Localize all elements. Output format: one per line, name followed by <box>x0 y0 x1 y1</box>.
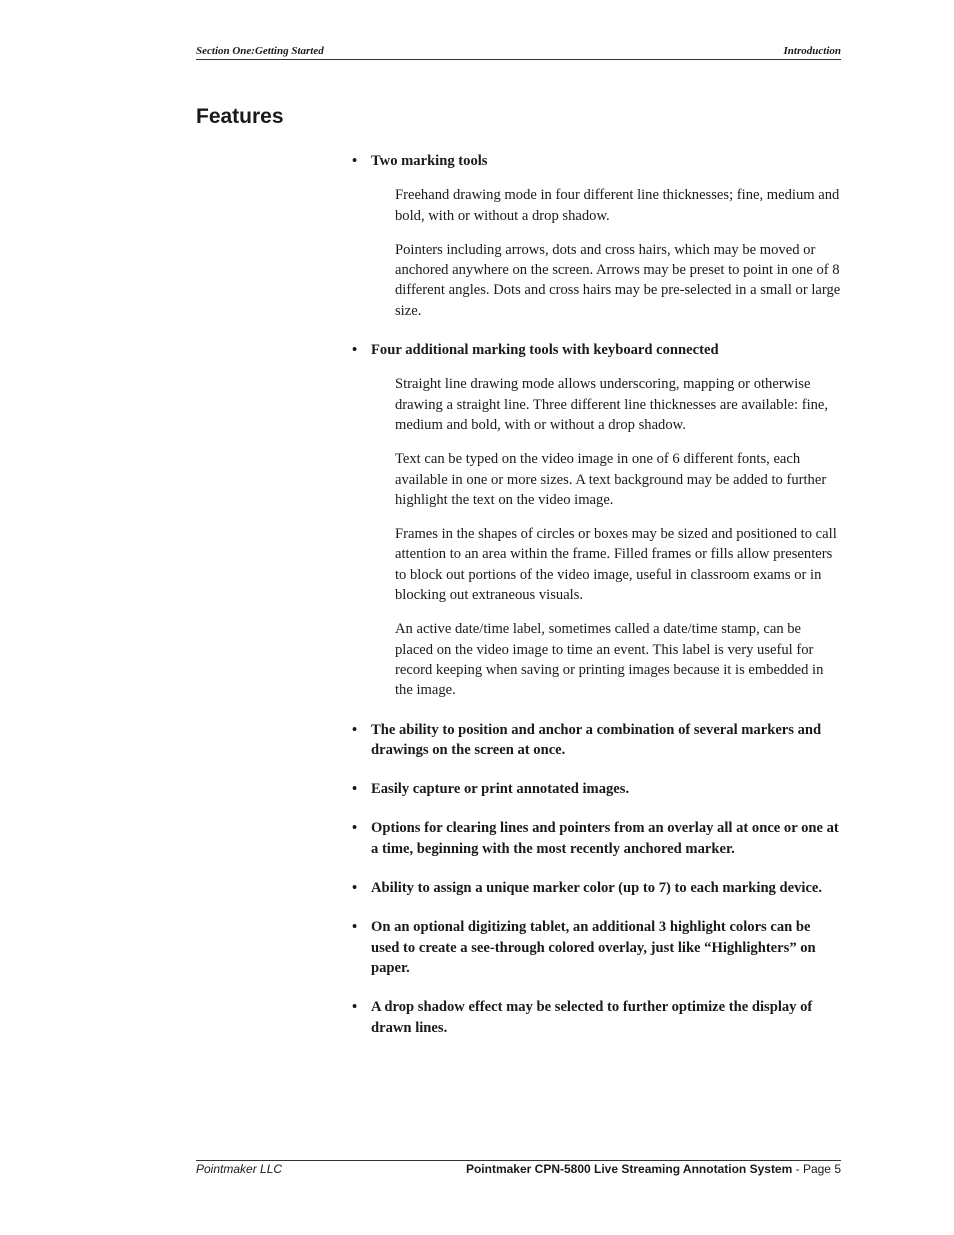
feature-paragraph: An active date/time label, sometimes called a date/time stamp, can be placed on the video image to time an event. This label is very useful for record keeping when saving or printing images because it is embedded in the image. <box>395 621 824 699</box>
feature-paragraph: Frames in the shapes of circles or boxes may be sized and positioned to call attention to an area within the frame. Filled frames or fills allow presenters to block out portions of the video image, useful in classroom exams or in blocking out extraneous visuals. <box>395 526 837 604</box>
feature-paragraph: Text can be typed on the video image in one of 6 different fonts, each available in one or more sizes. A text background may be added to further highlight the text on the video image. <box>395 451 827 508</box>
feature-item <box>352 997 842 1038</box>
feature-item <box>352 878 842 898</box>
feature-heading-text: Options for clearing lines and pointers from an overlay all at once or one at a time, beginning with the most recently anchored marker. <box>371 820 839 857</box>
feature-heading <box>352 779 842 799</box>
feature-heading <box>352 340 842 360</box>
feature-item <box>352 917 842 978</box>
feature-heading-text: Easily capture or print annotated images. <box>371 781 630 798</box>
feature-heading-text: Four additional marking tools with keyboard connected <box>371 342 719 359</box>
header-chapter-label: Introduction <box>783 45 841 57</box>
feature-heading <box>352 878 842 898</box>
feature-paragraph: Straight line drawing mode allows underscoring, mapping or otherwise drawing a straight line. Three different line thicknesses are available: fine, medium and bold, with or without a drop shadow. <box>395 376 829 433</box>
feature-paragraph: Freehand drawing mode in four different line thicknesses; fine, medium and bold, with or without a drop shadow. <box>395 187 840 224</box>
bullet-icon: • <box>352 721 358 738</box>
footer-page-number: Page 5 <box>802 1162 841 1176</box>
feature-heading-text: Two marking tools <box>371 153 488 169</box>
footer-company: Pointmaker LLC <box>196 1162 283 1176</box>
running-footer <box>196 1160 841 1176</box>
feature-heading-text: The ability to position and anchor a combination of several markers and drawings on the screen at once. <box>371 721 822 758</box>
footer-product-title: Pointmaker CPN-5800 Live Streaming Annotation System <box>465 1162 793 1176</box>
feature-item <box>352 818 842 859</box>
feature-paragraph: Pointers including arrows, dots and cross hairs, which may be moved or anchored anywhere on the screen. Arrows may be preset to point in one of 8 different angles. Dots and cross hairs may be pre-selected in a small or large size. <box>395 241 841 319</box>
bullet-icon: • <box>352 880 358 897</box>
footer-product-page <box>466 1162 841 1176</box>
feature-heading <box>352 997 842 1038</box>
header-section-label: Section One:Getting Started <box>196 45 324 57</box>
feature-heading <box>352 818 842 859</box>
feature-heading <box>352 720 842 761</box>
feature-heading <box>352 151 842 171</box>
page-title: Features <box>196 105 284 128</box>
running-header <box>196 44 841 60</box>
bullet-icon: • <box>352 153 358 169</box>
bullet-icon: • <box>352 781 358 798</box>
feature-item <box>352 720 842 761</box>
features-list <box>352 151 842 1038</box>
feature-item <box>352 340 842 700</box>
bullet-icon: • <box>352 999 358 1016</box>
bullet-icon: • <box>352 820 358 837</box>
bullet-icon: • <box>352 919 358 936</box>
feature-item <box>352 779 842 799</box>
feature-item <box>352 151 842 321</box>
feature-heading-text: A drop shadow effect may be selected to further optimize the display of drawn lines. <box>371 999 813 1036</box>
bullet-icon: • <box>352 342 358 359</box>
feature-heading-text: On an optional digitizing tablet, an additional 3 highlight colors can be used to create a see-through colored overlay, just like “Highlighters” on paper. <box>371 919 816 976</box>
feature-heading <box>352 917 842 978</box>
feature-heading-text: Ability to assign a unique marker color (up to 7) to each marking device. <box>371 880 823 897</box>
footer-separator: - <box>792 1162 803 1176</box>
